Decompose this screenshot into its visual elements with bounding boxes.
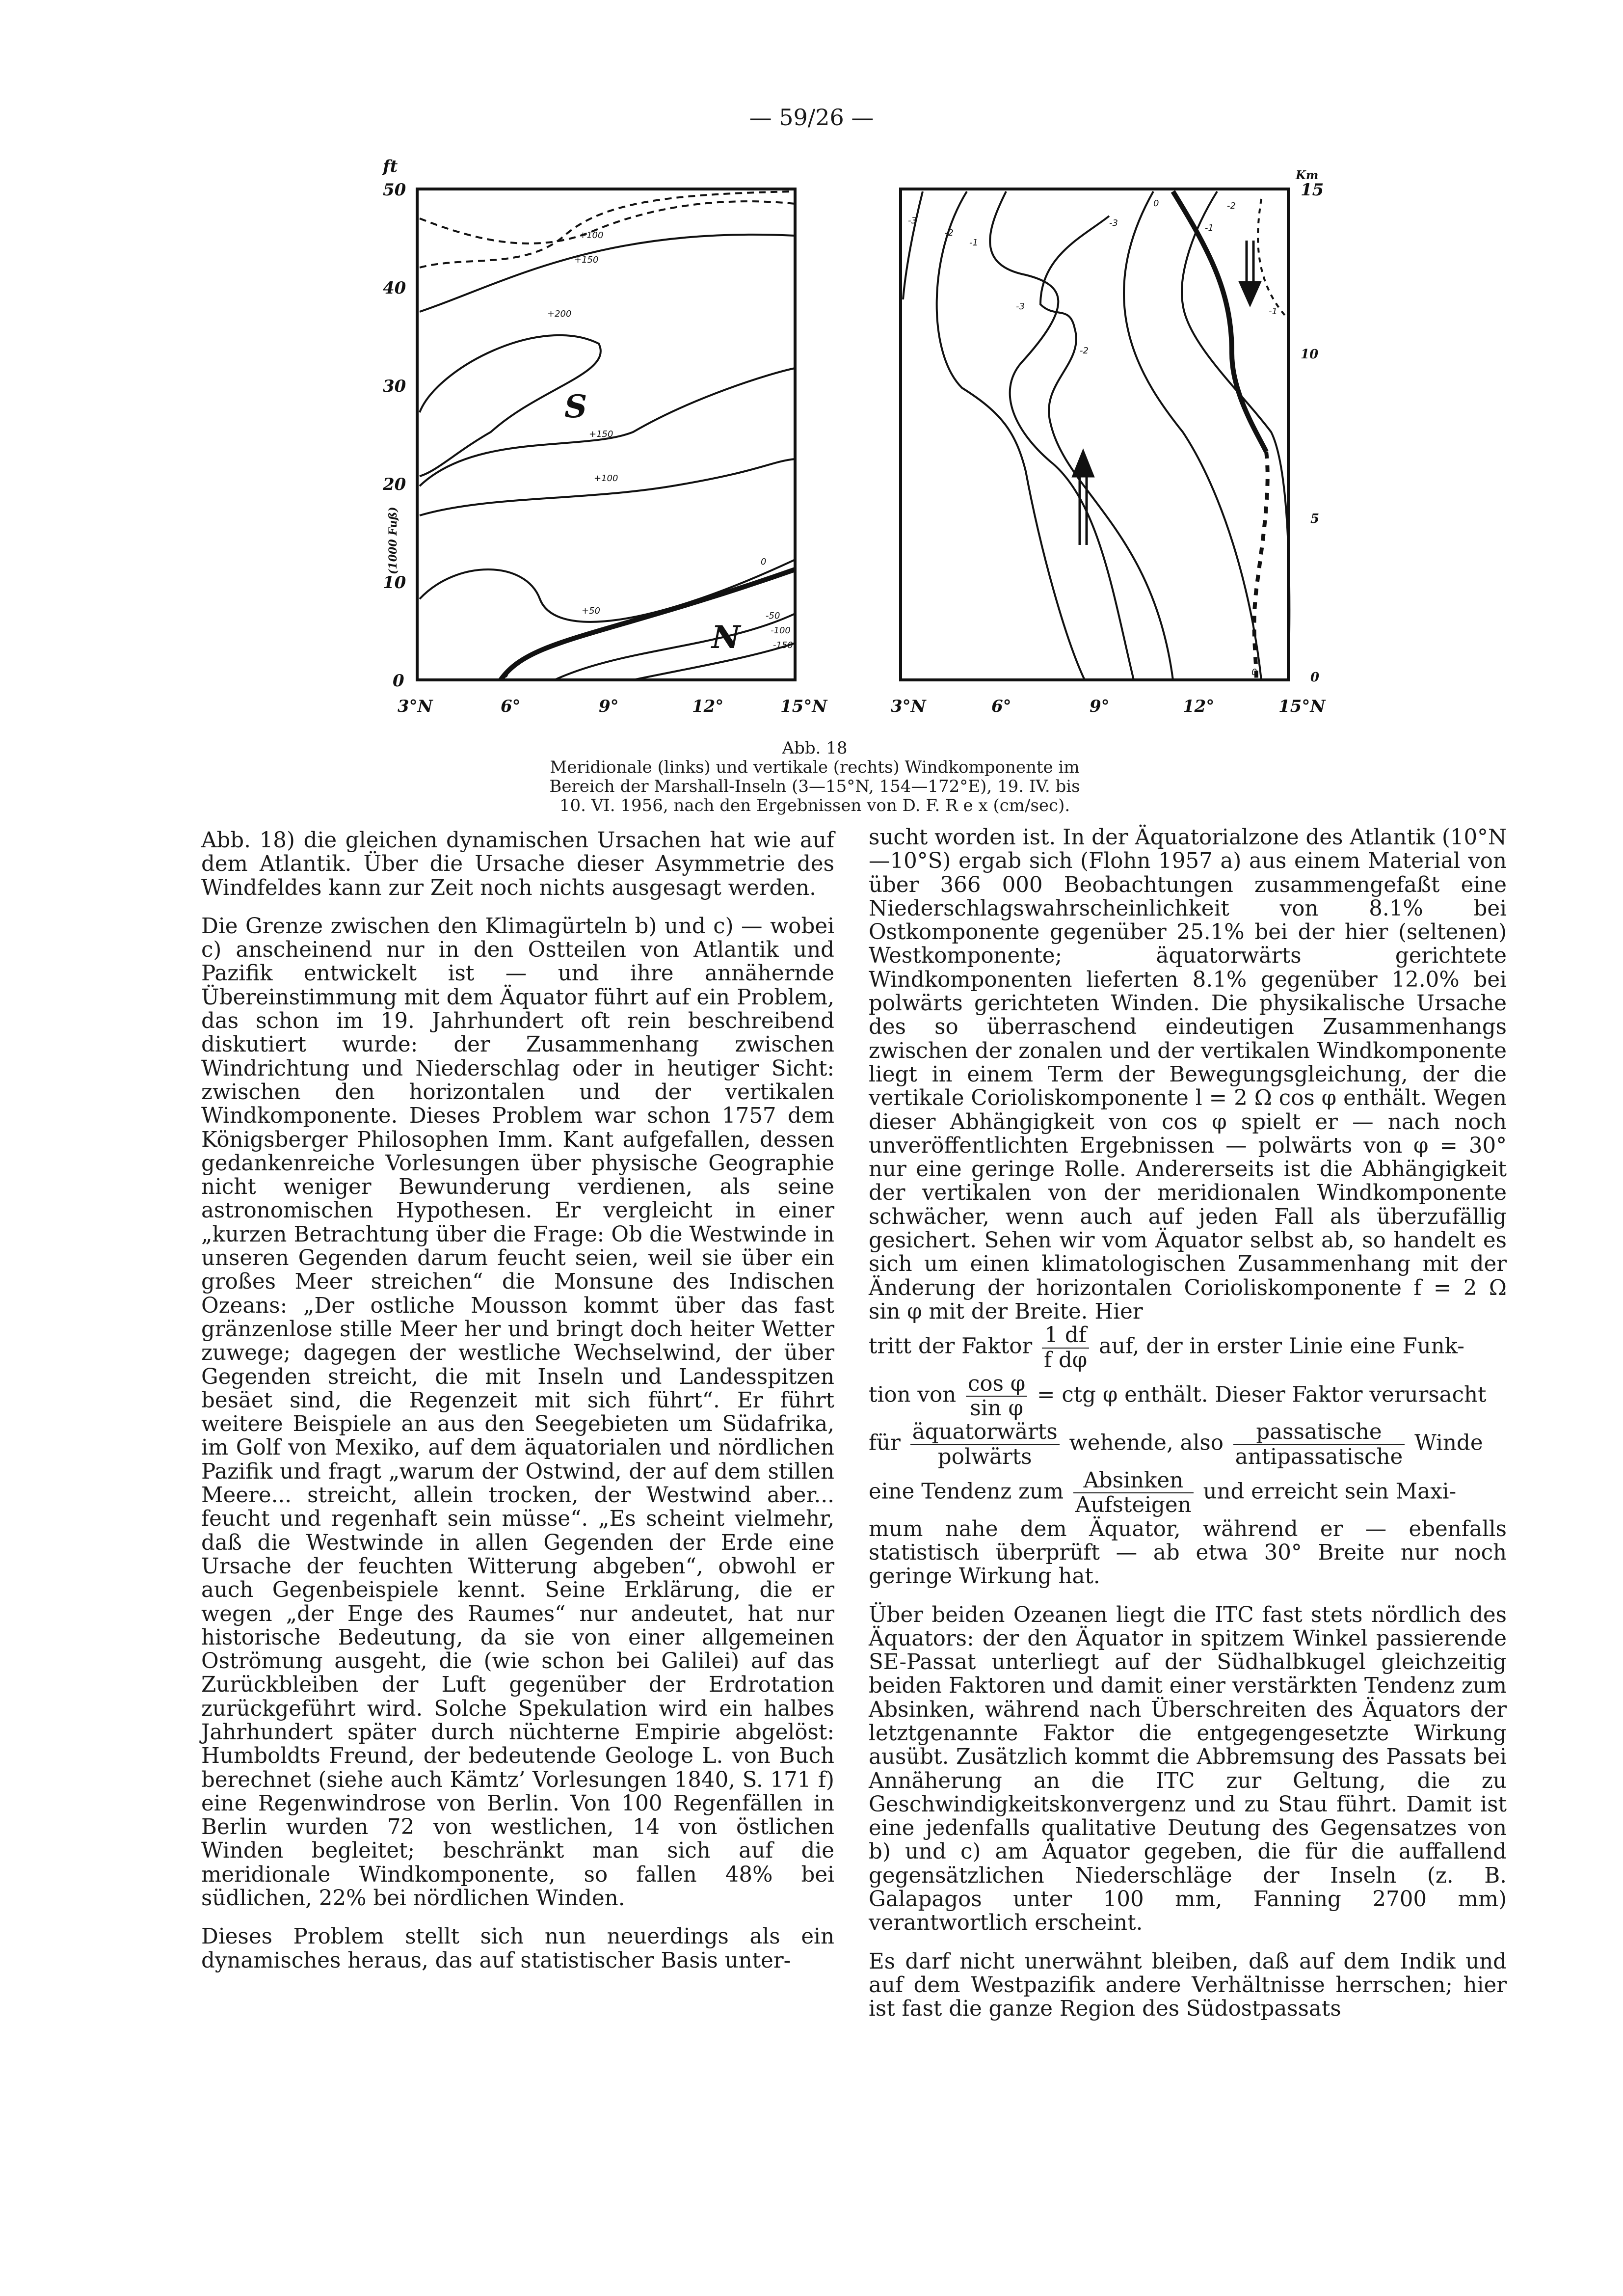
fraction-den: Aufsteigen <box>1075 1493 1192 1518</box>
right-y-tick-0: 0 <box>1310 670 1320 685</box>
contour-r-minus2-b <box>1124 191 1261 680</box>
fraction-passatische <box>1233 1420 1405 1469</box>
left-y-tick-20: 20 <box>383 475 406 494</box>
fraction-den: f dφ <box>1044 1348 1088 1373</box>
contour-r-label-3: -1 <box>969 238 978 248</box>
fraction-num: Absinken <box>1073 1469 1194 1493</box>
contour-label-plus200: +200 <box>547 309 572 319</box>
faktor-pre: tritt der Faktor <box>869 1334 1033 1359</box>
right-x-tick-15N: 15°N <box>1278 697 1326 716</box>
left-x-tick-15N: 15°N <box>780 697 827 716</box>
fuer-pre: für <box>869 1431 901 1456</box>
right-x-tick-6: 6° <box>991 697 1011 716</box>
tion-post: = ctg φ enthält. Dieser Faktor verursacht <box>1037 1382 1487 1407</box>
figure-left-meridional <box>378 157 839 727</box>
right-paragraph-2: Über beiden Ozeanen liegt die ITC fast stets nördlich des Äquators: der den Äquator in spitzem Winkel passierende SE-Passat unterliegt auf der Südhalbkugel gleichzeitig beiden Faktoren und damit einer verstärkten Tendenz zum Absinken, während nach Überschreiten des Äquators der letztgenannte Faktor die entgegengesetzte Wirkung ausübt. Zusätzlich kommt die Abbremsung des Passats bei Annäherung an die ITC zur Geltung, die zu Geschwindigkeitskonvergenz und zu Stau führt. Damit ist eine jedenfalls qualitative Deutung des Gegensatzes von b) und c) am Äquator gegeben, die für die auffallend gegensätzlichen Niederschläge der Inseln (z. B. Galapagos unter 100 mm, Fanning 2700 mm) verantwortlich erscheint. <box>869 1602 1507 1936</box>
contour-r-label-7: -3 <box>1016 301 1025 312</box>
faktor-post: auf, der in erster Linie eine Funk- <box>1099 1334 1464 1359</box>
left-x-tick-9: 9° <box>599 697 619 716</box>
contour-r-label-4: 0 <box>1153 198 1159 209</box>
contour-label-plus100: +100 <box>594 473 618 484</box>
tion-pre: tion von <box>869 1382 957 1407</box>
left-y-tick-0: 0 <box>393 671 404 691</box>
right-paragraph-3: Es darf nicht unerwähnt bleiben, daß auf dem Indik und auf dem Westpazifik andere Verhältnisse herrschen; hier ist fast die ganze Region des Südostpassats <box>869 1949 1507 2022</box>
fuer-post: Winde <box>1414 1431 1483 1456</box>
left-y-tick-50: 50 <box>383 180 406 200</box>
contour-label-minus150: -150 <box>773 640 793 650</box>
right-paragraph-1: sucht worden ist. In der Äquatorialzone des Atlantik (10°N—10°S) ergab sich (Flohn 1957 a) aus einem Material von über 366 000 Beobachtungen zusammengefaßt eine Niederschlagswahrscheinlichkeit von 8.1% bei Ostkomponente gegenüber 25.1% bei der hier (seltenen) Westkomponente; äquatorwärts gerichtete Windkomponenten lieferten 8.1% gegenüber 12.0% bei polwärts gerichteten Winden. Die physikalische Ursache des so überraschend eindeutigen Zusammenhangs zwischen der zonalen und der vertikalen Windkomponente liegt in einem Term der Bewegungsgleichung, der die vertikale Corioliskomponente l = 2 Ω cos φ enthält. Wegen dieser Abhängigkeit von cos φ spielt er — nach noch unveröffentlichten Ergebnissen — polwärts von φ = 30° nur eine geringe Rolle. Andererseits ist die Abhängigkeit der vertikalen von der meridionalen Windkomponente schwächer, wenn auch auf jeden Fall als überzufällig gesichert. Sehen wir vom Äquator selbst ab, so handelt es sich um einen klimatologischen Zusammenhang mit der Änderung der horizontalen Corioliskomponente f = 2 Ω sin φ mit der Breite. Hier <box>869 825 1507 1324</box>
left-x-tick-12: 12° <box>692 697 724 716</box>
contour-r-label-5: -2 <box>1227 201 1236 211</box>
contour-plus100 <box>420 459 795 515</box>
fuer-mid: wehende, also <box>1069 1431 1224 1456</box>
contour-label-plus50: +50 <box>582 606 600 616</box>
contour-r-zero-dashed <box>1254 452 1268 680</box>
left-y-tick-30: 30 <box>383 377 406 396</box>
contour-minus50 <box>555 614 795 680</box>
contour-r-label-2: -2 <box>945 228 954 238</box>
left-x-tick-6: 6° <box>501 697 521 716</box>
right-y-tick-5: 5 <box>1310 512 1320 526</box>
left-x-tick-3N: 3°N <box>398 697 433 716</box>
caption-line-3: 10. VI. 1956, nach den Ergebnissen von D. F. R e x (cm/sec). <box>559 796 1070 815</box>
contour-r-label-6: -1 <box>1205 223 1214 233</box>
fraction-den: polwärts <box>937 1444 1032 1469</box>
left-y-tick-10: 10 <box>383 573 406 593</box>
caption-line-1: Meridionale (links) und vertikale (rechts) Windkomponente im <box>550 757 1080 777</box>
right-plot-frame <box>901 189 1288 680</box>
fraction-aequatorwaerts <box>910 1420 1060 1469</box>
fraction-num: äquatorwärts <box>910 1420 1060 1445</box>
left-column <box>201 829 834 1987</box>
contour-label-minus100: -100 <box>771 625 791 636</box>
figure-caption <box>442 739 1188 815</box>
caption-label: Abb. 18 <box>782 738 848 758</box>
right-x-tick-3N: 3°N <box>891 697 926 716</box>
left-paragraph-3: Dieses Problem stellt sich nun neuerdings als ein dynamisches heraus, das auf statistischer Basis unter- <box>201 1924 834 1973</box>
meridional-wind-chart <box>378 157 839 727</box>
left-y-tick-40: 40 <box>383 278 406 298</box>
fraction-den: sin φ <box>970 1396 1023 1421</box>
contour-r-minus2-a <box>937 191 1085 680</box>
fraction-num: cos φ <box>966 1372 1027 1397</box>
up-arrow-icon <box>1073 452 1093 545</box>
right-y-unit: Km <box>1296 168 1319 182</box>
right-column <box>869 826 1507 2036</box>
vertical-wind-chart <box>878 157 1340 727</box>
formula-line-passatische <box>869 1420 1507 1469</box>
contour-r-label-10: -1 <box>1269 306 1277 317</box>
right-x-tick-9: 9° <box>1090 697 1110 716</box>
contour-r-label-1: -3 <box>908 216 917 226</box>
contour-plus100-top <box>420 201 795 243</box>
contour-r-label-8: -3 <box>1109 218 1118 228</box>
page-number: — 59/26 — <box>749 104 874 131</box>
right-x-tick-12: 12° <box>1183 697 1215 716</box>
fraction-den: antipassatische <box>1235 1444 1403 1469</box>
figure-right-vertical <box>878 157 1340 727</box>
left-y-side-unit: (1000 Fuß) <box>387 507 399 574</box>
contour-label-zero: 0 <box>761 557 767 567</box>
formula-line-faktor <box>869 1324 1507 1372</box>
contour-plus150-mid <box>420 368 795 486</box>
contour-plus150 <box>420 235 795 312</box>
formula-line-cos-sin <box>869 1372 1507 1421</box>
right-y-tick-15: 15 <box>1301 180 1324 200</box>
contour-label-plus100-top: +100 <box>579 230 604 241</box>
caption-line-2: Bereich der Marshall-Inseln (3—15°N, 154—172°E), 19. IV. bis <box>549 777 1080 796</box>
region-label-N: N <box>712 619 741 656</box>
fraction-cos-sin <box>966 1372 1027 1421</box>
contour-r-minus1-b <box>1182 191 1289 680</box>
contour-zero <box>501 569 795 680</box>
left-y-unit: ft <box>383 157 398 176</box>
right-y-tick-10: 10 <box>1301 347 1319 362</box>
right-paragraph-1-end: mum nahe dem Äquator, während er — ebenfalls statistisch überprüft — ab etwa 30° Breite nur noch geringe Wirkung hat. <box>869 1516 1507 1589</box>
fraction-num: passatische <box>1233 1420 1405 1445</box>
left-paragraph-2: Die Grenze zwischen den Klimagürteln b) und c) — wobei c) anscheinend nur in den Ostteilen von Atlantik und Pazifik entwickelt ist — und ihre annähernde Übereinstimmung mit dem Äquator führt auf ein Problem, das schon im 19. Jahrhundert oft rein beschreibend diskutiert wurde: der Zusammenhang zwischen Windrichtung und Niederschlag oder in heutiger Sicht: zwischen den horizontalen und der vertikalen Windkomponente. Dieses Problem war schon 1757 dem Königsberger Philosophen Imm. Kant aufgefallen, dessen gedankenreiche Vorlesungen über physische Geographie nicht weniger Bewunderung verdienen, als seine astronomischen Hypothesen. Er vergleicht in einer „kurzen Betrachtung über die Frage: Ob die Westwinde in unseren Gegenden darum feucht seien, weil sie über ein großes Meer streichen“ die Monsune des Indischen Ozeans: „Der ostliche Mousson kommt über das fast gränzenlose stille Meer her und bringt doch heiter Wetter zuwege; dagegen der westliche Wechselwind, der über Gegenden streicht, die mit Inseln und Landesspitzen besäet sind, die Regenzeit mit sich führt“. Er führt weitere Beispiele an aus den Seegebieten um Südafrika, im Golf von Mexiko, auf dem äquatorialen und nördlichen Pazifik und fragt „warum der Ostwind, der auf dem stillen Meere... streicht, allein trocken, der Westwind aber... feucht und regenhaft sein müsse“. „Es scheint vielmehr, daß die Westwinde in allen Gegenden der Erde eine Ursache der feuchten Witterung abgeben“, obwohl er auch Gegenbeispiele kennt. Seine Erklärung, die er wegen „der Enge des Raumes“ nur andeutet, hat nur historische Bedeutung, da sie von einer allgemeinen Oströmung ausgeht, die (wie schon bei Galilei) auf das Zurückbleiben der Luft gegenüber der Erdrotation zurückgeführt wird. Solche Spekulation wird ein halbes Jahrhundert später durch nüchterne Empirie abgelöst: Humboldts Freund, der bedeutende Geologe L. von Buch berechnet (siehe auch Kämtz’ Vorlesungen 1840, S. 171 f) eine Regenwindrose von Berlin. Von 100 Regenfällen in Berlin wurden 72 von westlichen, 14 von östlichen Winden begleitet; beschränkt man sich auf die meridionale Windkomponente, so fallen 48% bei südlichen, 22% bei nördlichen Winden. <box>201 914 834 1911</box>
fraction-1-df <box>1042 1324 1089 1372</box>
contour-label-zero-bottom: 0 <box>503 670 509 680</box>
fraction-num: 1 df <box>1042 1324 1089 1348</box>
region-label-S: S <box>564 388 587 425</box>
tend-post: und erreicht sein Maxi- <box>1203 1479 1457 1504</box>
contour-label-plus150-top: +150 <box>574 255 599 265</box>
contour-plus150-top <box>420 191 795 268</box>
left-paragraph-1: Abb. 18) die gleichen dynamischen Ursachen hat wie auf dem Atlantik. Über die Ursache dieser Asymmetrie des Windfeldes kann zur Zeit noch nichts ausgesagt werden. <box>201 828 834 900</box>
contour-label-minus50: -50 <box>766 611 780 621</box>
down-arrow-icon <box>1240 241 1260 304</box>
contour-r-minus3-a <box>903 191 923 299</box>
contour-r-label-9: -2 <box>1080 346 1089 356</box>
contour-label-plus150: +150 <box>589 429 613 439</box>
contour-r-label-11: 0 <box>1251 667 1257 677</box>
formula-line-absinken <box>869 1469 1507 1517</box>
tend-pre: eine Tendenz zum <box>869 1479 1064 1504</box>
fraction-absinken <box>1073 1469 1194 1517</box>
contour-r-dashed-top <box>1258 199 1288 319</box>
